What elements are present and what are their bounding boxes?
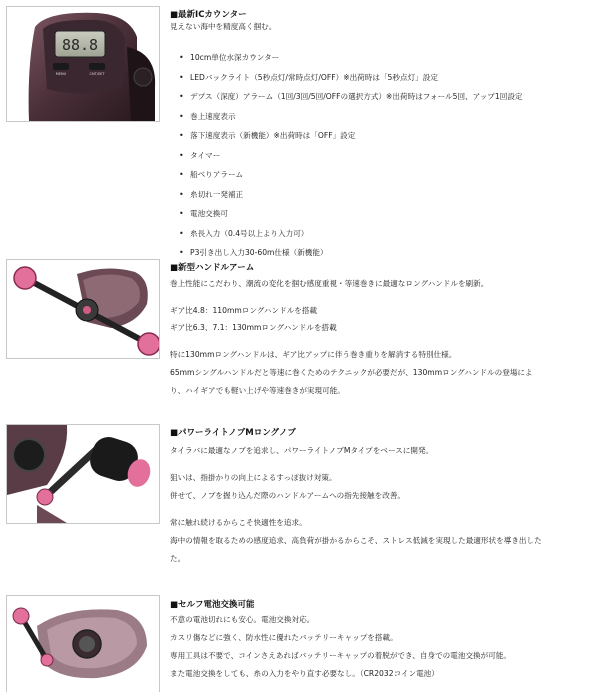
feature-item: • デプス（深度）アラーム（1回/3回/5回/OFFの選択方式）※出荷時はフォール5回、アップ1回設定 bbox=[170, 91, 598, 102]
reel-counter-illustration bbox=[7, 7, 159, 121]
feature-item: • P3引き出し入力30-60m仕様（新機能） bbox=[170, 247, 598, 258]
body-line: 特に130mmロングハンドルは、ギア比アップに伴う巻き重りを解消する特別仕様。 bbox=[170, 350, 457, 359]
knob-illustration bbox=[7, 425, 159, 523]
menu-button-label: MENU bbox=[55, 72, 67, 76]
power-light-knob-image bbox=[6, 424, 160, 524]
body-line: ギア比6.3、7.1：130mmロングハンドルを搭載 bbox=[170, 323, 337, 332]
self-battery-section bbox=[170, 600, 598, 679]
battery-reel-illustration bbox=[7, 596, 159, 692]
handle-arm-illustration bbox=[7, 260, 159, 358]
body-line: り、ハイギアでも軽い上げや等速巻きが実現可能。 bbox=[170, 386, 345, 395]
body-line: 海中の情報を取るための感度追求、高負荷が掛かるからこそ、ストレス低減を実現した最適形状を導き出した bbox=[170, 536, 542, 545]
feature-item: • LEDバックライト（5秒点灯/常時点灯/OFF）※出荷時は「5秒点灯」設定 bbox=[170, 72, 598, 83]
battery-cap-image bbox=[6, 595, 160, 692]
power-light-knob-section bbox=[170, 428, 598, 564]
feature-item: • 糸切れ一発補正 bbox=[170, 189, 598, 200]
section-title-knob: ■パワーライトノブMロングノブ bbox=[170, 428, 296, 438]
body-line: 不意の電池切れにも安心。電池交換対応。 bbox=[170, 615, 315, 624]
section-title-ic-counter: ■最新ICカウンター bbox=[170, 10, 247, 20]
section-intro: 見えない海中を精度高く掴む。 bbox=[170, 22, 277, 31]
feature-list bbox=[170, 52, 598, 258]
body-line: た。 bbox=[170, 554, 186, 563]
body-line: 巻上性能にこだわり、潮流の変化を掴む感度重視・等速巻きに最適なロングハンドルを刷新。 bbox=[170, 279, 489, 288]
ic-counter-section bbox=[170, 10, 598, 267]
body-line: ギア比4.8：110mmロングハンドルを搭載 bbox=[170, 306, 318, 315]
section-title-battery: ■セルフ電池交換可能 bbox=[170, 600, 255, 610]
body-line: 併せて、ノブを握り込んだ際のハンドルアームへの指先接触を改善。 bbox=[170, 491, 406, 500]
body-line: 狙いは、指掛かりの向上によるすっぽ抜け対策。 bbox=[170, 473, 337, 482]
feature-item: • 落下速度表示（新機能）※出荷時は「OFF」設定 bbox=[170, 130, 598, 141]
section-title-handle-arm: ■新型ハンドルアーム bbox=[170, 263, 255, 273]
cnt-set-button-label: CNT/SET bbox=[89, 72, 105, 76]
body-line: 65mmシングルハンドルだと等速に巻くためのテクニックが必要だが、130mmロングハンドルの登場によ bbox=[170, 368, 533, 377]
body-line: カスリ傷などに強く、防水性に優れたバッテリーキャップを搭載。 bbox=[170, 633, 398, 642]
lcd-digits: 88.8 bbox=[61, 36, 99, 54]
body-line: また電池交換をしても、糸の入力をやり直す必要なし。（CR2032コイン電池） bbox=[170, 669, 439, 678]
ic-counter-image bbox=[6, 6, 160, 122]
feature-item: • 船べりアラーム bbox=[170, 169, 598, 180]
feature-item: • 電池交換可 bbox=[170, 208, 598, 219]
body-line: 常に触れ続けるからこそ快適性を追求。 bbox=[170, 518, 307, 527]
body-line: 専用工具は不要で、コインさえあればバッテリーキャップの着脱ができ、自身での電池交換が可能。 bbox=[170, 651, 512, 660]
handle-arm-section bbox=[170, 263, 598, 396]
body-line: タイラバに最適なノブを追求し、パワーライトノブMタイプをベースに開発。 bbox=[170, 446, 434, 455]
feature-item: • タイマー bbox=[170, 150, 598, 161]
feature-item: • 巻上速度表示 bbox=[170, 111, 598, 122]
feature-item: • 10cm単位水深カウンター bbox=[170, 52, 598, 63]
feature-item: • 糸長入力（0.4号以上より入力可） bbox=[170, 228, 598, 239]
handle-arm-image bbox=[6, 259, 160, 359]
